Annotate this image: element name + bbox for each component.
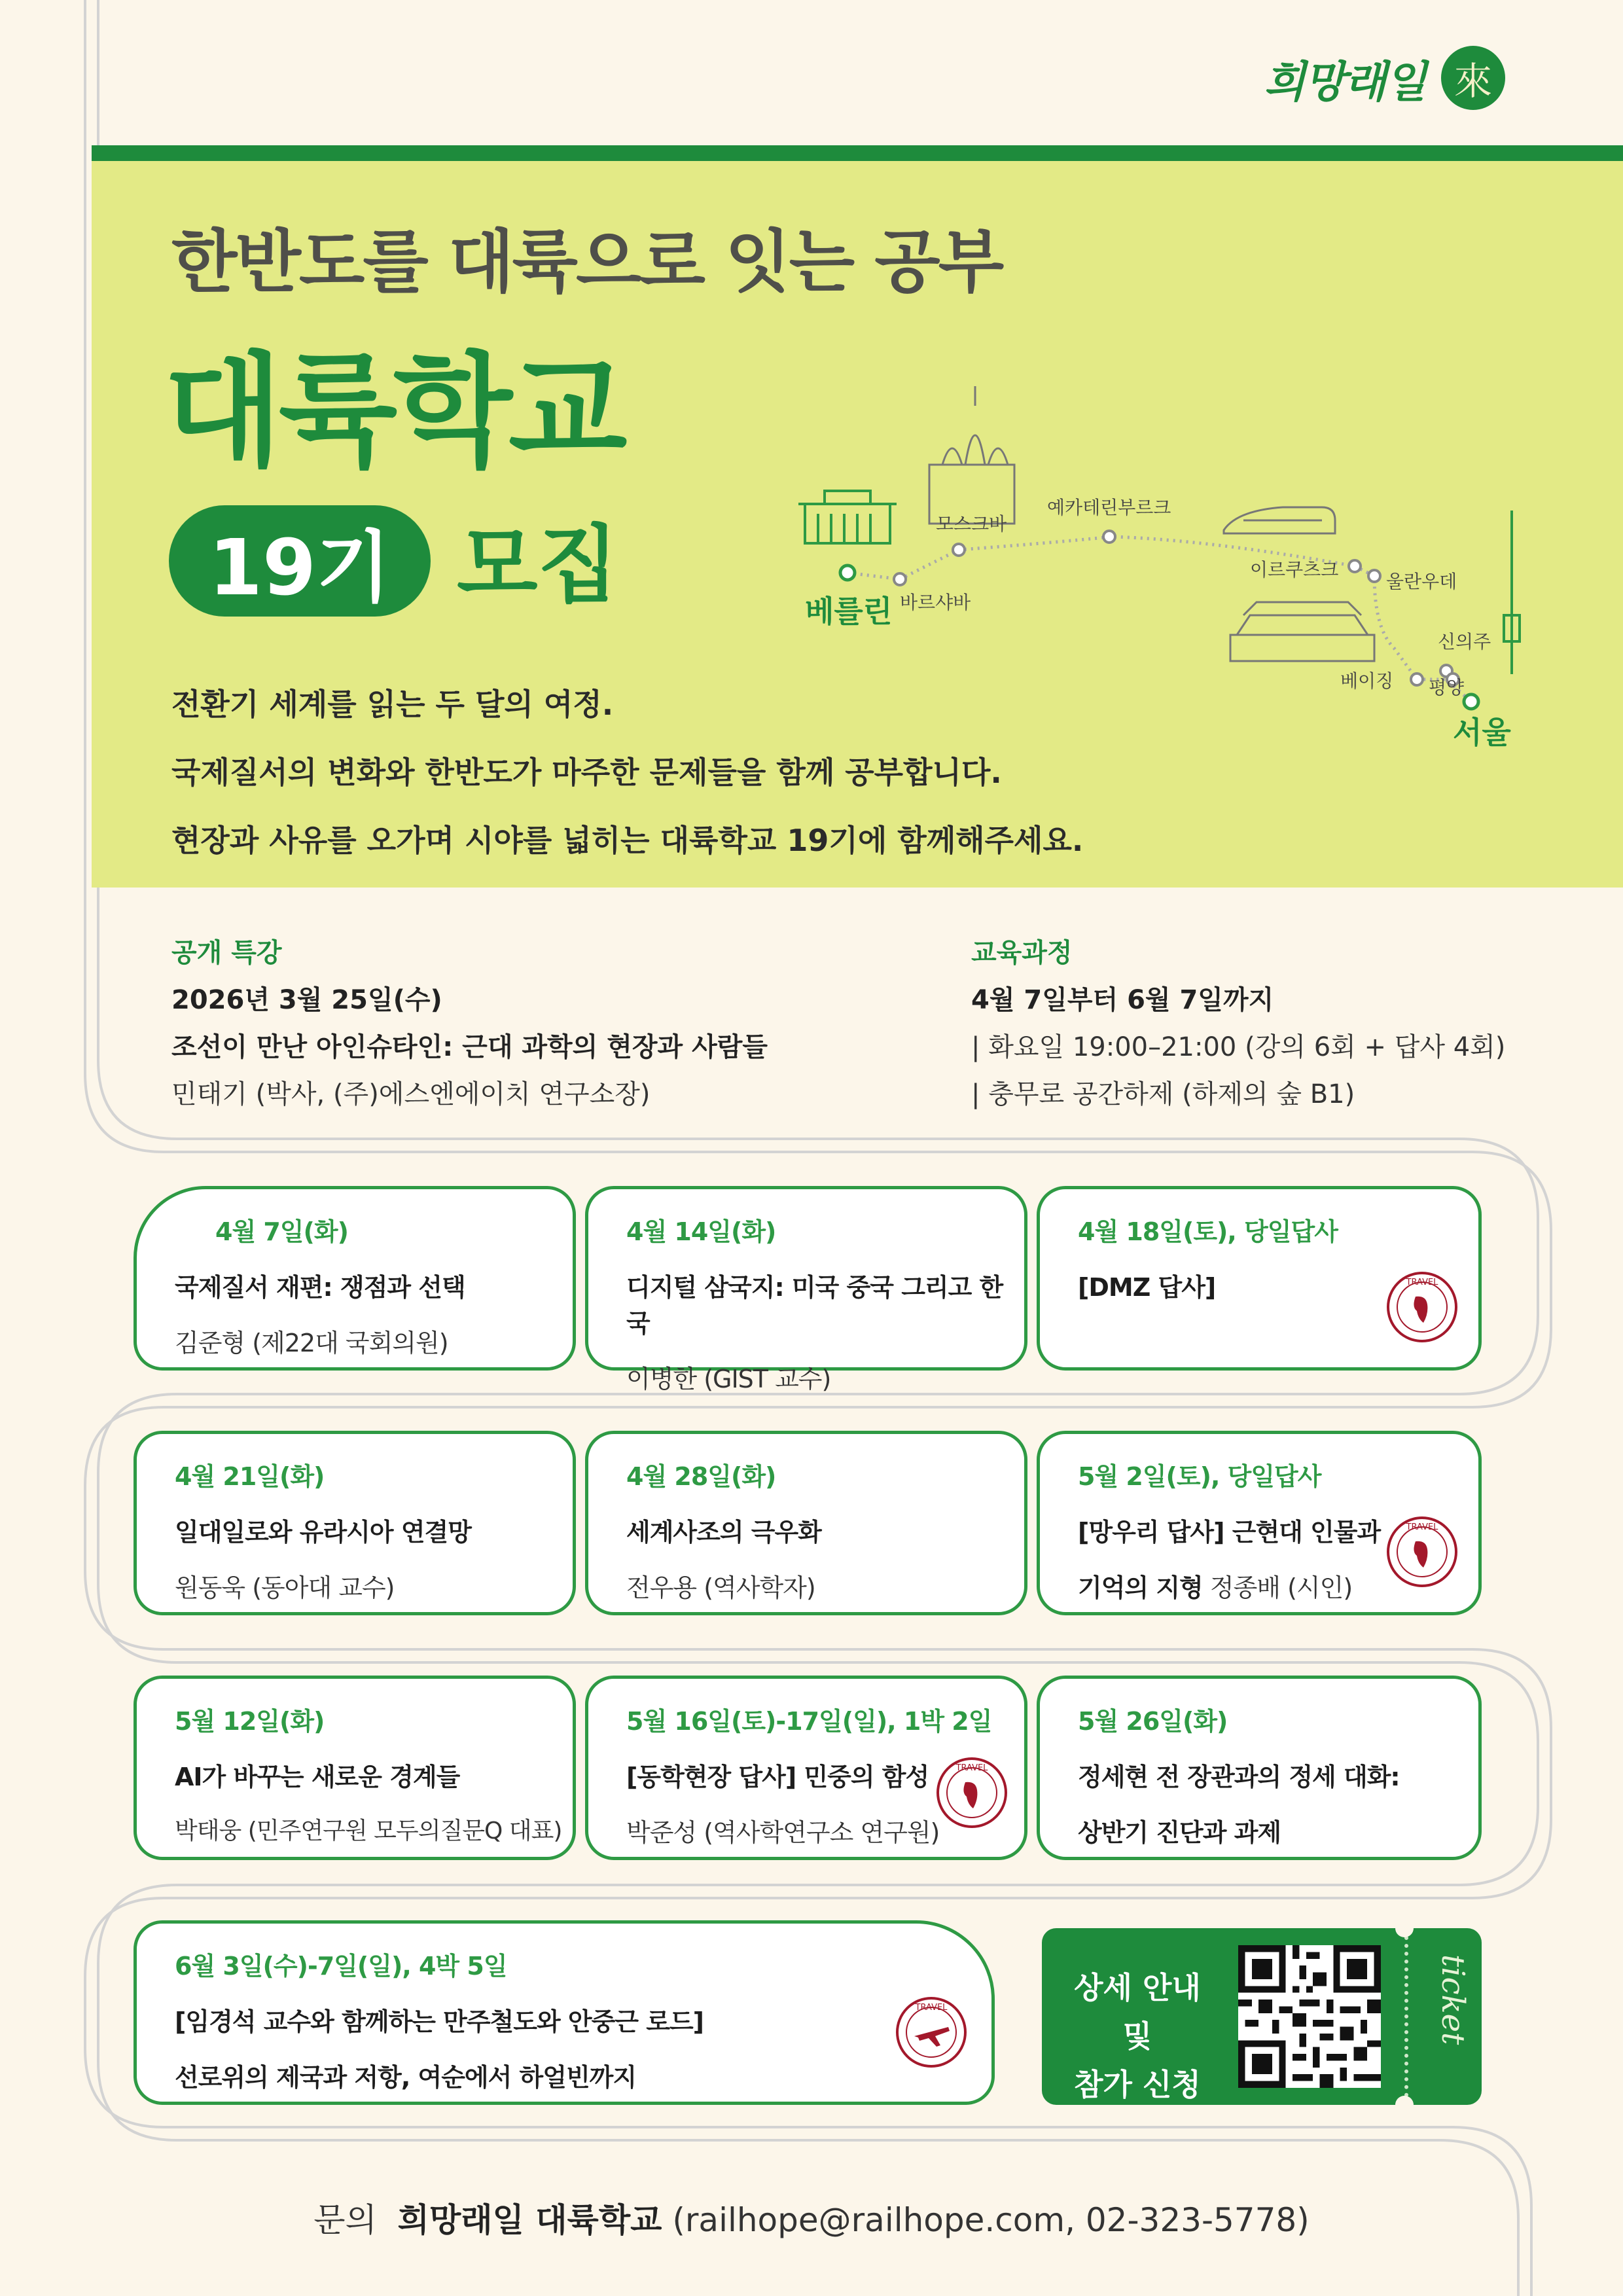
- ticket-word: ticket: [1435, 1954, 1471, 2045]
- stop-label: 예카테린부르크: [1047, 497, 1171, 518]
- apply-line-2: 참가 신청: [1074, 2067, 1201, 2102]
- kremlin-cathedral-icon: [929, 386, 1014, 524]
- session-speaker: 박태웅 (민주연구원 모두의질문Q 대표): [175, 1818, 562, 1844]
- travel-stamp-icon: [1385, 1515, 1459, 1588]
- contact-details[interactable]: (railhope@railhope.com, 02-323-5778): [672, 2201, 1310, 2239]
- session-title-cont: 기억의 지형: [1078, 1573, 1203, 1602]
- session-title: 국제질서 재편: 쟁점과 선택: [175, 1273, 465, 1302]
- intro-line-2: 국제질서의 변화와 한반도가 마주한 문제들을 함께 공부합니다.: [171, 755, 1002, 790]
- tiananmen-icon: [1230, 602, 1374, 661]
- apply-ticket-button[interactable]: [1042, 1928, 1482, 2105]
- curriculum-period: 4월 7일부터 6월 7일까지: [971, 985, 1274, 1015]
- session-title: [망우리 답사] 근현대 인물과: [1078, 1518, 1381, 1547]
- session-speaker: 이병한 (GIST 교수): [626, 1365, 831, 1393]
- namsan-tower-icon: [1504, 511, 1520, 674]
- session-card[interactable]: [134, 1431, 576, 1615]
- session-card[interactable]: [1037, 1186, 1482, 1371]
- contact-label: 문의: [313, 2201, 377, 2239]
- ticket-notch: [1395, 1928, 1414, 1937]
- route-map: [785, 367, 1558, 759]
- session-title: [동학현장 답사] 민중의 함성: [626, 1763, 929, 1791]
- session-card[interactable]: [1037, 1676, 1482, 1860]
- open-lecture-info: [171, 929, 768, 1118]
- stamp-label: TRAVEL: [915, 2003, 948, 2013]
- session-card[interactable]: [134, 1676, 576, 1860]
- open-lecture-label: 공개 특강: [171, 938, 282, 968]
- session-date: 5월 16일(토)-17일(일), 1박 2일: [626, 1707, 992, 1736]
- apply-line-1: 상세 안내 및: [1074, 1970, 1201, 2054]
- session-speaker: 전우용 (역사학자): [626, 1573, 815, 1602]
- stop-label: 베이징: [1340, 670, 1394, 692]
- brand-emblem-icon: 來: [1441, 46, 1505, 110]
- session-speaker: 김준형 (제22대 국회의원): [175, 1329, 448, 1357]
- stop-label: 이르쿠츠크: [1250, 559, 1339, 581]
- stamp-label: TRAVEL: [955, 1763, 988, 1773]
- session-subtitle: 상반기 진단과 과제: [1078, 1818, 1281, 1847]
- session-card[interactable]: [585, 1186, 1027, 1393]
- session-title: 세계사조의 극우화: [626, 1518, 821, 1547]
- session-date: 4월 28일(화): [626, 1462, 776, 1491]
- stop-label: 평양: [1429, 677, 1465, 698]
- apply-ticket-label: [1065, 1964, 1209, 2105]
- session-title: 일대일로와 유라시아 연결망: [175, 1518, 471, 1547]
- travel-stamp-icon: [935, 1756, 1008, 1829]
- stop-label: 신의주: [1438, 631, 1491, 653]
- city-end: 서울: [1453, 715, 1511, 750]
- brand-logo[interactable]: [1264, 46, 1505, 110]
- open-lecture-title: 조선이 만난 아인슈타인: 근대 과학의 현장과 사람들: [171, 1032, 768, 1062]
- session-title: 정세현 전 장관과의 정세 대화:: [1078, 1763, 1400, 1791]
- contact-org: 희망래일 대륙학교: [397, 2201, 662, 2239]
- session-date: 5월 12일(화): [175, 1707, 325, 1736]
- session-date: 5월 2일(토), 당일답사: [1078, 1462, 1321, 1491]
- session-title: [DMZ 답사]: [1078, 1273, 1216, 1302]
- session-date: 6월 3일(수)-7일(일), 4박 5일: [175, 1952, 507, 1981]
- curriculum-info: [971, 929, 1505, 1118]
- hero-title: 대륙학교: [164, 340, 624, 484]
- session-title: [임경석 교수와 함께하는 만주철도와 안중근 로드]: [175, 2007, 704, 2036]
- top-accent-bar: [92, 145, 1623, 161]
- intro-line-3: 현장과 사유를 오가며 시야를 넓히는 대륙학교 19기에 함께해주세요.: [171, 823, 1084, 858]
- ticket-perforation: [1404, 1928, 1408, 2105]
- qr-code-icon[interactable]: [1238, 1945, 1381, 2088]
- brandenburg-gate-icon: [798, 491, 897, 543]
- contact-footer: [0, 2194, 1623, 2241]
- session-speaker: 선로위의 제국과 저항, 여순에서 하얼빈까지: [175, 2063, 637, 2092]
- intro-line-1: 전환기 세계를 읽는 두 달의 여정.: [171, 687, 614, 722]
- generation-badge: 19기: [169, 505, 431, 617]
- hero-subtitle: 한반도를 대륙으로 잇는 공부: [171, 222, 1003, 302]
- session-date: 4월 18일(토), 당일답사: [1078, 1217, 1338, 1246]
- open-lecture-speaker: 민태기 (박사, (주)에스엔에이치 연구소장): [171, 1079, 651, 1109]
- curriculum-place: | 충무로 공간하제 (하제의 숲 B1): [971, 1079, 1355, 1109]
- travel-plane-stamp-icon: [895, 1996, 968, 2069]
- session-card[interactable]: [585, 1676, 1027, 1860]
- session-speaker: 정종배 (시인): [1209, 1573, 1353, 1602]
- ticket-notch: [1395, 2096, 1414, 2105]
- stamp-label: TRAVEL: [1406, 1278, 1438, 1287]
- session-date: 4월 7일(화): [215, 1217, 348, 1246]
- open-lecture-date: 2026년 3월 25일(수): [171, 985, 442, 1015]
- session-date: 5월 26일(화): [1078, 1707, 1228, 1736]
- curriculum-label: 교육과정: [971, 938, 1073, 968]
- session-speaker: 박준성 (역사학연구소 연구원): [626, 1818, 940, 1847]
- stop-label: 울란우데: [1386, 571, 1457, 592]
- session-card[interactable]: [134, 1186, 576, 1371]
- recruit-label: 모집: [457, 516, 619, 614]
- session-date: 4월 14일(화): [626, 1217, 776, 1246]
- train-icon: [1224, 507, 1335, 533]
- session-card[interactable]: [585, 1431, 1027, 1615]
- travel-stamp-icon: [1385, 1270, 1459, 1344]
- session-date: 4월 21일(화): [175, 1462, 325, 1491]
- session-speaker: 원동욱 (동아대 교수): [175, 1573, 395, 1602]
- brand-name: 희망래일: [1263, 56, 1425, 107]
- session-title: AI가 바꾸는 새로운 경계들: [175, 1763, 460, 1791]
- curriculum-schedule: | 화요일 19:00–21:00 (강의 6회 + 답사 4회): [971, 1032, 1506, 1062]
- session-title: 디지털 삼국지: 미국 중국 그리고 한국: [626, 1273, 1003, 1338]
- stop-label: 바르샤바: [900, 592, 971, 613]
- stop-label: 모스크바: [936, 513, 1007, 535]
- session-card[interactable]: [1037, 1431, 1482, 1615]
- city-start: 베를린: [805, 594, 893, 629]
- stamp-label: TRAVEL: [1406, 1522, 1438, 1532]
- session-card[interactable]: [134, 1920, 995, 2105]
